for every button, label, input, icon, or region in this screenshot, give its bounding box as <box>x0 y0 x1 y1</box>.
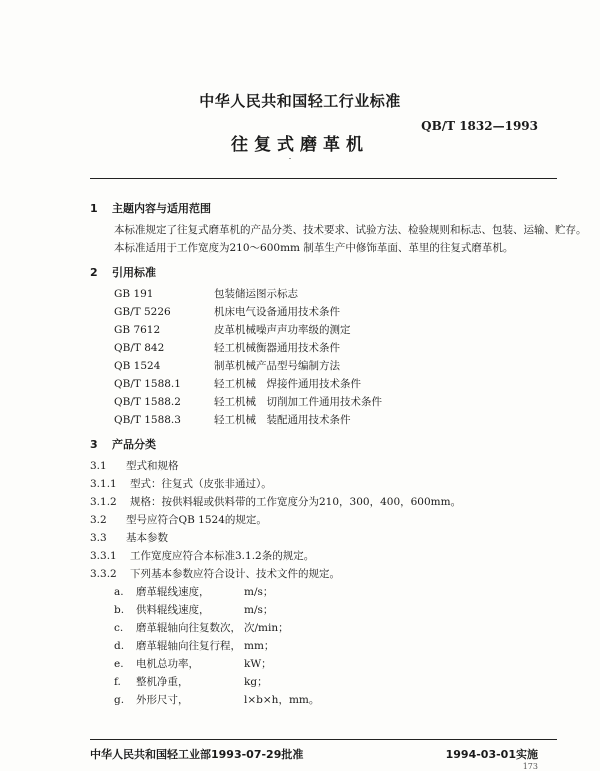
clause-text: 下列基本参数应符合设计、技术文件的规定。 <box>130 568 340 580</box>
parameter-item <box>114 656 272 671</box>
clause-item <box>90 458 179 473</box>
reference-code: GB 191 <box>114 288 154 300</box>
section-number: 1 <box>90 202 98 215</box>
reference-item <box>114 358 340 373</box>
clause-number: 3.1.2 <box>90 496 117 508</box>
section-title: 产品分类 <box>112 438 156 451</box>
section-title: 引用标准 <box>112 266 156 279</box>
parameter-unit: l×b×h，mm。 <box>244 694 320 706</box>
parameter-unit: 次/min； <box>244 622 289 634</box>
reference-title: 轻工机械 装配通用技术条件 <box>214 414 351 426</box>
reference-title: 机床电气设备通用技术条件 <box>214 306 340 318</box>
parameter-name: 电机总功率， <box>136 658 199 670</box>
clause-item <box>90 530 168 545</box>
document-title: 往复式磨革机 <box>231 135 369 155</box>
reference-title: 制革机械产品型号编制方法 <box>214 360 340 372</box>
parameter-unit: kg； <box>244 676 268 688</box>
approval-note: 中华人民共和国轻工业部1993-07-29批准 <box>90 748 304 761</box>
clause-text: 型式和规格 <box>126 460 179 472</box>
section-1-heading <box>90 200 211 216</box>
parameter-letter: b. <box>114 604 125 616</box>
parameter-unit: m/s； <box>244 586 274 598</box>
parameter-letter: g. <box>114 694 125 706</box>
parameter-unit: kW； <box>244 658 272 670</box>
clause-item <box>90 476 272 491</box>
section-number: 2 <box>90 266 98 279</box>
clause-number: 3.1 <box>90 460 107 472</box>
parameter-name: 磨革辊轴向往复数次， <box>136 622 241 634</box>
clause-item <box>90 512 267 527</box>
parameter-letter: a. <box>114 586 124 598</box>
section-title: 主题内容与适用范围 <box>112 202 211 215</box>
parameter-letter: d. <box>114 640 125 652</box>
clause-text: 基本参数 <box>126 532 168 544</box>
reference-code: QB/T 1588.1 <box>114 378 181 390</box>
parameter-name: 磨革辊轴向往复行程， <box>136 640 241 652</box>
bottom-divider <box>90 739 557 740</box>
parameter-name: 外形尺寸， <box>136 694 189 706</box>
reference-item <box>114 394 382 409</box>
issuing-body-title: 中华人民共和国轻工行业标准 <box>199 92 401 110</box>
section-1-paragraph-1: 本标准规定了往复式磨革机的产品分类、技术要求、试验方法、检验规则和标志、包装、运输、贮存。 <box>114 224 587 236</box>
reference-code: GB 7612 <box>114 324 161 336</box>
reference-code: QB/T 1588.2 <box>114 396 181 408</box>
parameter-name: 磨革辊线速度， <box>136 586 210 598</box>
clause-number: 3.3.2 <box>90 568 117 580</box>
section-number: 3 <box>90 438 98 451</box>
section-1-paragraph-2: 本标准适用于工作宽度为210～600mm 制革生产中修饰革面、革里的往复式磨革机。 <box>114 242 514 254</box>
clause-item <box>90 494 461 509</box>
clause-number: 3.3 <box>90 532 107 544</box>
reference-item <box>114 286 298 301</box>
standard-code: QB/T 1832—1993 <box>421 119 538 133</box>
clause-text: 型式：往复式（皮张非通过）。 <box>130 478 272 490</box>
reference-title: 轻工机械 切削加工件通用技术条件 <box>214 396 382 408</box>
clause-text: 工作宽度应符合本标准3.1.2条的规定。 <box>130 550 315 562</box>
reference-title: 轻工机械衡器通用技术条件 <box>214 342 340 354</box>
parameter-name: 整机净重， <box>136 676 189 688</box>
reference-code: QB/T 842 <box>114 342 165 354</box>
clause-number: 3.2 <box>90 514 107 526</box>
parameter-name: 供料辊线速度， <box>136 604 210 616</box>
reference-item <box>114 376 361 391</box>
reference-item <box>114 322 351 337</box>
parameter-item <box>114 584 273 599</box>
reference-title: 皮革机械噪声声功率级的测定 <box>214 324 351 336</box>
reference-item <box>114 340 340 355</box>
reference-title: 轻工机械 焊接件通用技术条件 <box>214 378 361 390</box>
clause-number: 3.3.1 <box>90 550 117 562</box>
parameter-unit: m/s； <box>244 604 274 616</box>
clause-item <box>90 566 340 581</box>
parameter-letter: f. <box>114 676 121 688</box>
top-divider <box>90 178 557 179</box>
clause-number: 3.1.1 <box>90 478 117 490</box>
reference-title: 包装储运图示标志 <box>214 288 298 300</box>
parameter-item <box>114 602 273 617</box>
effective-date: 1994-03-01实施 <box>445 748 538 761</box>
reference-item <box>114 412 351 427</box>
section-2-heading <box>90 264 156 280</box>
parameter-item <box>114 692 319 707</box>
parameter-item <box>114 620 289 635</box>
section-3-heading <box>90 436 156 452</box>
parameter-item <box>114 674 268 689</box>
clause-text: 型号应符合QB 1524的规定。 <box>126 514 267 526</box>
parameter-item <box>114 638 274 653</box>
parameter-unit: mm； <box>244 640 275 652</box>
clause-item <box>90 548 314 563</box>
parameter-letter: e. <box>114 658 124 670</box>
page-number: 173 <box>522 762 538 771</box>
parameter-letter: c. <box>114 622 124 634</box>
clause-text: 规格：按供料辊或供料带的工作宽度分为210，300，400，600mm。 <box>130 496 462 508</box>
reference-item <box>114 304 340 319</box>
reference-code: QB 1524 <box>114 360 161 372</box>
reference-code: GB/T 5226 <box>114 306 171 318</box>
reference-code: QB/T 1588.3 <box>114 414 181 426</box>
scan-speck <box>289 158 291 159</box>
